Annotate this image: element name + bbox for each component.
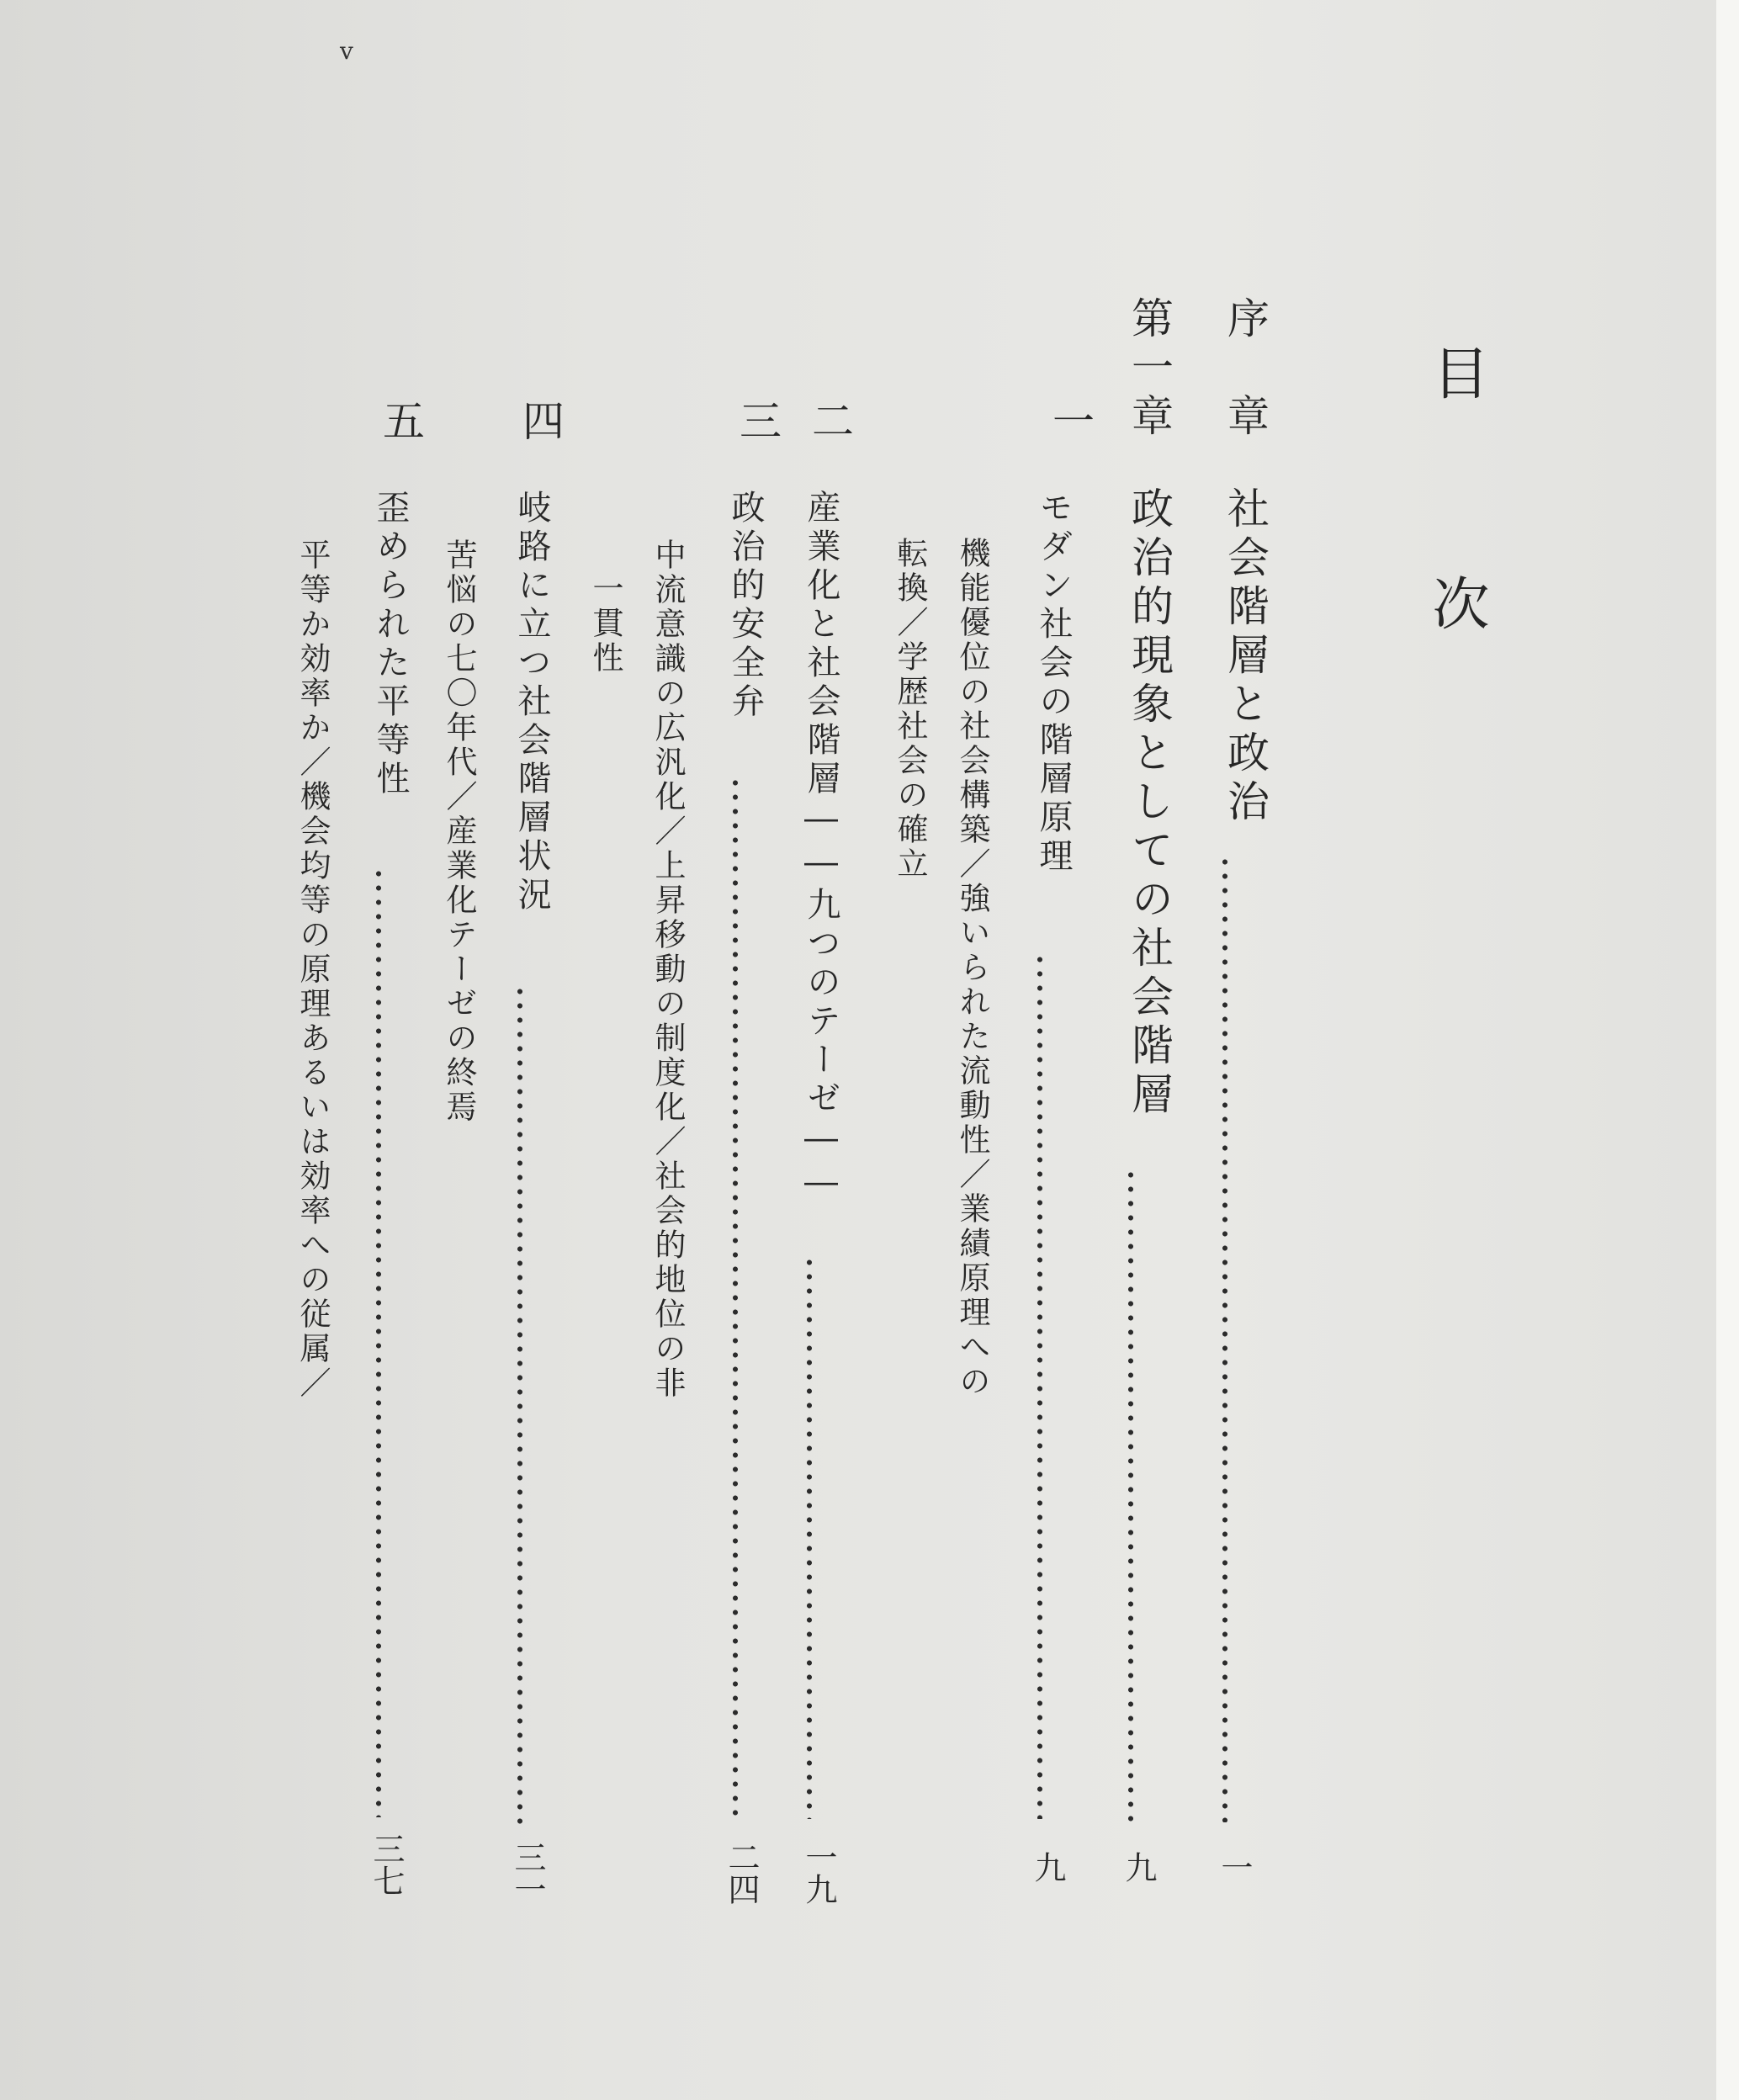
chapter1-marker: 第一章 — [1125, 296, 1174, 443]
page-folio: v — [340, 37, 353, 65]
intro-title: 社会階層と政治 — [1221, 486, 1270, 828]
section4-page-number: 三一 — [509, 1841, 546, 1905]
chapter1-title: 政治的現象としての社会階層 — [1125, 486, 1174, 1121]
section5-page-number: 三七 — [368, 1832, 405, 1896]
section5-leader-dots — [375, 867, 382, 1817]
section1-leader-dots — [1037, 952, 1043, 1819]
section1-title: モダン社会の階層原理 — [1034, 490, 1073, 877]
section2-page-number: 一九 — [800, 1841, 837, 1905]
section4-title: 岐路に立つ社会階層状況 — [512, 490, 551, 915]
section3-number: 三 — [733, 399, 782, 448]
section2-leader-dots — [806, 1255, 813, 1819]
section5-subtopics-line1: 平等か効率か／機会均等の原理あるいは効率への従属／ — [294, 538, 331, 1401]
section3-leader-dots — [732, 776, 739, 1819]
section1-number: 一 — [1046, 399, 1095, 448]
section1-subtopics-line2: 転換／学歴社会の確立 — [892, 537, 928, 882]
section3-title: 政治的安全弁 — [726, 490, 765, 722]
section5-title: 歪められた平等性 — [371, 490, 410, 799]
section2-title: 産業化と社会階層――九つのテーゼ―― — [802, 490, 840, 1206]
toc-title-char-2: 次 — [1423, 574, 1489, 631]
toc-title-char-1: 目 — [1423, 343, 1489, 400]
intro-marker: 序 章 — [1221, 296, 1270, 443]
intro-page-number: 一 — [1216, 1851, 1253, 1883]
chapter1-page-number: 九 — [1120, 1851, 1157, 1883]
intro-leader-dots — [1222, 855, 1228, 1822]
section4-number: 四 — [516, 399, 565, 448]
section3-subtopics-line1: 中流意識の広汎化／上昇移動の制度化／社会的地位の非 — [649, 538, 686, 1401]
section3-page-number: 二四 — [723, 1841, 760, 1905]
page-edge — [1716, 0, 1739, 2100]
section5-number: 五 — [376, 399, 425, 448]
section4-leader-dots — [517, 984, 523, 1826]
section3-subtopics-line2: 一貫性 — [587, 572, 623, 676]
section2-number: 二 — [805, 399, 854, 448]
chapter1-leader-dots — [1127, 1168, 1134, 1824]
section1-subtopics-line1: 機能優位の社会構築／強いられた流動性／業績原理への — [954, 537, 990, 1399]
section4-subtopics-line1: 苦悩の七〇年代／産業化テーゼの終焉 — [441, 538, 477, 1125]
section1-page-number: 九 — [1029, 1851, 1066, 1883]
